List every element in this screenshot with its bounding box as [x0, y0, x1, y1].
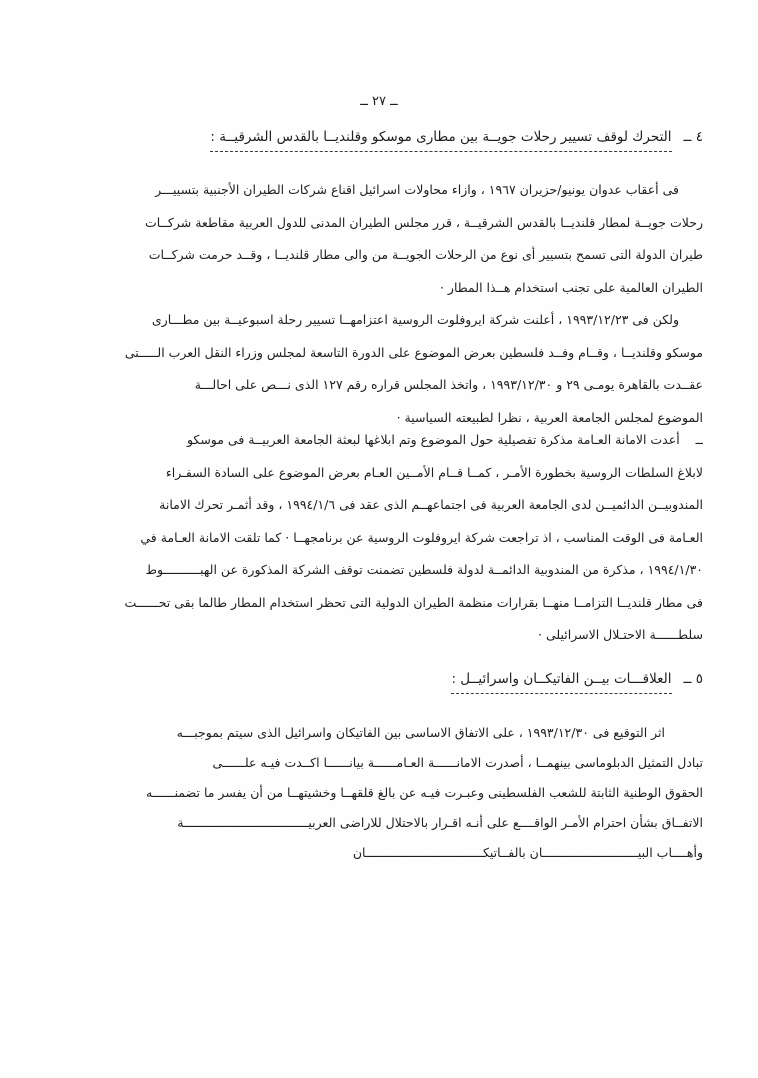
text-line: سلطــــــة الاحتـلال الاسرائيلى · — [538, 627, 703, 642]
text-line: رحلات جويــة لمطار قلنديــا بالقدس الشرقيــة ، قرر مجلس الطيران المدنى للدول العربية مقاطعة شركــات — [145, 214, 703, 230]
text-line: لابلاغ السلطات الروسية بخطورة الأمـر ، كمــا قــام الأمــين العـام بعرض الموضوع على السادة السفـراء — [165, 464, 703, 480]
list-dash-marker: ــ — [695, 432, 703, 447]
section-5-heading — [451, 671, 703, 694]
text-line: موسكو وقلنديــا ، وقــام وفــد فلسطين بعرض الموضوع على الدورة التاسعة لمجلس وزراء النقل العرب الـــــتى — [124, 344, 703, 360]
text-line: وأهــــاب البيــــــــــــــــــــــــــان بالفــاتيكــــــــــــــــــــــــــــــــان — [352, 845, 703, 860]
text-line: الطيران العالمية على تجنب استخدام هــذا المطار · — [439, 279, 703, 295]
text-line: ١٩٩٤/١/٣٠ ، مذكرة من المندوبية الدائمــة لدولة فلسطين تضمنت توقف الشركة المذكورة عن الهبــــــــــوط — [145, 562, 703, 577]
text-line: ولكن فى ١٩٩٣/١٢/٢٣ ، أعلنت شركة ايروفلوت الروسية اعتزامهــا تسيير رحلة اسبوعيــة بين مطـــارى — [151, 312, 679, 327]
section-4-number: ٤ ــ — [683, 129, 703, 145]
text-line: اثر التوقيع فى ١٩٩٣/١٢/٣٠ ، على الاتفاق الاساسى بين الفاتيكان واسرائيل الذى سيتم بموجبـــه — [176, 725, 665, 740]
section-5-title: العلاقـــات بيــن الفاتيكــان واسرائيــل : — [451, 671, 671, 694]
text-line: الموضوع لمجلس الجامعة العربية ، نظرا لطبيعته السياسية · — [396, 409, 703, 425]
text-line: طيران الدولة التى تسمح بتسيير أى نوع من الرحلات الجويــة من والى مطار قلنديــا ، وقــد حرمت شركــات — [148, 247, 703, 262]
text-line: الحقوق الوطنية الثابتة للشعب الفلسطينى وعبـرت فيـه عن بالغ قلقهــا وخشيتهــا من أن يفسر ما تضمنــــــه — [145, 785, 703, 800]
text-line: فى مطار قلنديــا التزامــا منهــا بقرارات منظمة الطيران الدولية التى تحظر استخدام المطار طالما بقى تحــــــت — [124, 594, 703, 610]
text-line-content: أعدت الامانة العـامة مذكرة تفصيلية حول الموضوع وتم ابلاغها لبعثة الجامعة العربيــة فى موسكو — [186, 432, 680, 447]
section-5-number: ٥ ــ — [683, 671, 703, 687]
text-line: المندوبيــن الدائميــن لدى الجامعة العربية فى اجتماعهــم الذى عقد فى ١٩٩٤/١/٦ ، وقد أثمـر تحرك الامانة — [159, 497, 703, 512]
paragraph-flights-1 — [55, 174, 703, 304]
page-number: ــ ٢٧ ــ — [360, 94, 398, 109]
text-line — [55, 424, 703, 457]
text-line: عقــدت بالقاهرة يومـى ٢٩ و ١٩٩٣/١٢/٣٠ ، واتخذ المجلس قراره رقم ١٢٧ الذى نـــص على احالـــة — [194, 377, 703, 392]
section-4-heading — [210, 129, 703, 152]
paragraph-flights-2 — [55, 304, 703, 434]
text-line: فى أعقاب عدوان يونيو/حزيران ١٩٦٧ ، وازاء محاولات اسرائيل اقناع شركات الطيران الأجنبية بتسييـــر — [155, 182, 679, 197]
text-line: الاتفــاق بشأن احترام الأمـر الواقــــع على أنـه اقـرار بالاحتلال للاراضى العربيــــــــــــــــــــــــــــــــــة — [177, 815, 703, 830]
paragraph-flights-3 — [55, 424, 703, 652]
text-line: تبادل التمثيل الدبلوماسى بينهمــا ، أصدرت الامانــــــة العـامــــــة بيانــــــا اكــدت فيـه علــــــى — [212, 755, 703, 770]
paragraph-vatican-1 — [55, 718, 703, 868]
section-4-title: التحرك لوقف تسيير رحلات جويــة بين مطارى موسكو وقلنديــا بالقدس الشرقيــة : — [210, 129, 671, 152]
text-line: العـامة فى الوقت المناسب ، اذ تراجعت شركة ايروفلوت الروسية عن برنامجهــا · كما تلقت الامانة العـامة في — [140, 529, 703, 545]
